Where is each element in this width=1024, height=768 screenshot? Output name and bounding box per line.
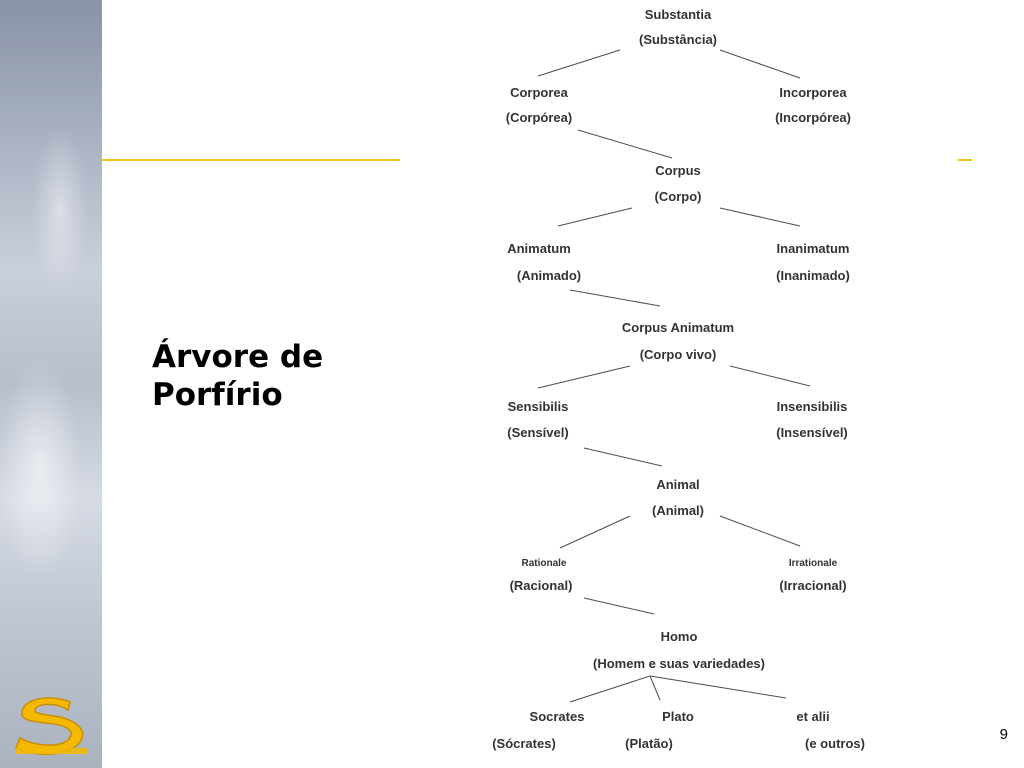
node-homo-latin: Homo <box>660 629 698 644</box>
edge-animal-irrationale <box>720 516 800 546</box>
page-number: 9 <box>999 726 1008 743</box>
edge-homo-plato <box>650 676 660 700</box>
node-insensibilis-pt: (Insensível) <box>776 425 848 440</box>
edge-corporea-corpus <box>578 130 672 158</box>
node-corpus-animatum-latin: Corpus Animatum <box>621 320 735 335</box>
node-socrates-latin: Socrates <box>529 709 585 724</box>
node-irrationale-latin: Irrationale <box>788 558 838 569</box>
edge-sensibilis-animal <box>584 448 662 466</box>
node-plato-latin: Plato <box>662 709 694 724</box>
title-line-2: Porfírio <box>152 377 283 413</box>
edge-animal-rationale <box>560 516 630 548</box>
edge-animatum-corpus-animatum <box>570 290 660 306</box>
node-et-alii-latin: et alii <box>796 709 830 724</box>
node-corporea-latin: Corporea <box>510 85 568 100</box>
node-corpus-pt: (Corpo) <box>654 189 702 204</box>
node-animatum-pt: (Animado) <box>516 268 582 283</box>
node-inanimatum-pt: (Inanimado) <box>776 268 850 283</box>
edge-substantia-incorporea <box>720 50 800 78</box>
logo <box>10 692 92 756</box>
node-corpus-latin: Corpus <box>655 163 701 178</box>
node-incorporea-latin: Incorporea <box>779 85 847 100</box>
node-corporea-pt: (Corpórea) <box>505 110 573 125</box>
edge-rationale-homo <box>584 598 654 614</box>
node-rationale-latin: Rationale <box>521 558 567 569</box>
node-animatum-latin: Animatum <box>507 241 571 256</box>
node-socrates-pt: (Sócrates) <box>492 736 556 751</box>
side-banner-image <box>0 0 102 768</box>
accent-rule-right <box>958 159 972 161</box>
node-et-alii-pt: (e outros) <box>805 736 865 751</box>
node-sensibilis-latin: Sensibilis <box>507 399 569 414</box>
node-inanimatum-latin: Inanimatum <box>776 241 850 256</box>
slide-title <box>152 338 412 414</box>
edge-corpus-animatum <box>558 208 632 226</box>
edge-substantia-corporea <box>538 50 620 76</box>
accent-rule-left <box>102 159 400 161</box>
title-line-1: Árvore de <box>152 339 324 375</box>
node-insensibilis-latin: Insensibilis <box>776 399 848 414</box>
porphyrian-tree-diagram <box>470 0 890 768</box>
node-substantia-pt: (Substância) <box>638 32 718 47</box>
node-incorporea-pt: (Incorpórea) <box>775 110 851 125</box>
node-animal-pt: (Animal) <box>652 503 704 518</box>
node-substantia-latin: Substantia <box>644 7 712 22</box>
node-plato-pt: (Platão) <box>625 736 673 751</box>
node-irrationale-pt: (Irracional) <box>779 578 847 593</box>
node-corpus-animatum-pt: (Corpo vivo) <box>639 347 717 362</box>
edge-corpus-animatum-insensibilis <box>730 366 810 386</box>
edge-homo-et-alii <box>650 676 786 698</box>
node-rationale-pt: (Racional) <box>509 578 573 593</box>
node-sensibilis-pt: (Sensível) <box>507 425 569 440</box>
edge-homo-socrates <box>570 676 650 702</box>
edge-corpus-animatum-sensibilis <box>538 366 630 388</box>
node-homo-pt: (Homem e suas variedades) <box>593 656 765 671</box>
node-animal-latin: Animal <box>656 477 700 492</box>
edge-corpus-inanimatum <box>720 208 800 226</box>
